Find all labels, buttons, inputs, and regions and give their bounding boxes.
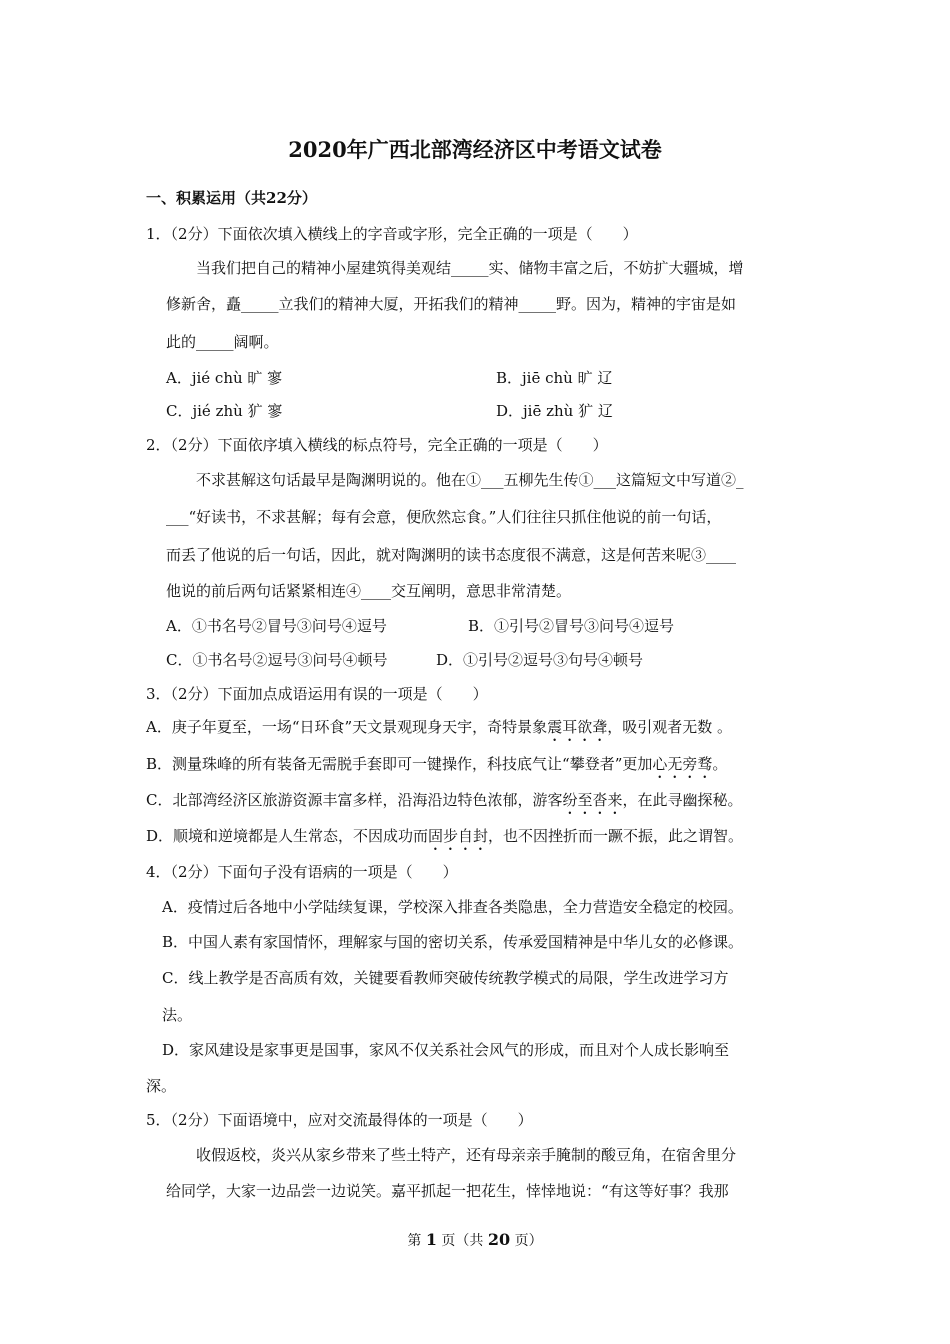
dotted-idiom: 固步自封 bbox=[428, 827, 489, 845]
option-text: ，吸引观者无数 。 bbox=[607, 718, 732, 736]
page-title: 2020年广西北部湾经济区中考语文试卷 bbox=[288, 137, 662, 162]
question-3-option-b[interactable] bbox=[146, 754, 727, 782]
page-footer bbox=[0, 1230, 950, 1251]
question-1-option-b[interactable]: B．jiē chù 旷 辽 bbox=[496, 369, 613, 387]
question-5-passage-line: 收假返校，炎兴从家乡带来了些土特产，还有母亲亲手腌制的酸豆角，在宿舍里分 bbox=[196, 1146, 737, 1164]
question-3-option-d[interactable] bbox=[146, 826, 743, 854]
question-4-option-d-continued: 深。 bbox=[146, 1077, 177, 1095]
question-3-option-a[interactable] bbox=[146, 717, 732, 745]
footer-text: 页） bbox=[510, 1233, 543, 1249]
option-text: D．顺境和逆境都是人生常态，不因成功而 bbox=[146, 827, 429, 845]
question-2-option-b[interactable]: B．①引号②冒号③问号④逗号 bbox=[468, 617, 675, 635]
option-text: 。 bbox=[712, 755, 728, 773]
total-pages: 20 bbox=[487, 1230, 511, 1249]
dotted-idiom: 纷至沓来 bbox=[562, 791, 623, 809]
question-3-option-c[interactable] bbox=[146, 790, 743, 818]
question-5-passage-line: 给同学，大家一边品尝一边说笑。嘉平抓起一把花生，悻悻地说：“有这等好事？我那 bbox=[166, 1182, 729, 1200]
option-text: ，在此寻幽探秘。 bbox=[622, 791, 743, 809]
question-5-stem: 5．（2分）下面语境中，应对交流最得体的一项是（ ） bbox=[146, 1111, 533, 1129]
footer-text: 第 bbox=[407, 1233, 426, 1249]
question-2-passage-line: 他说的前后两句话紧紧相连④____交互阐明，意思非常清楚。 bbox=[166, 582, 572, 600]
question-1-stem: 1．（2分）下面依次填入横线上的字音或字形，完全正确的一项是（ ） bbox=[146, 225, 638, 243]
question-2-passage-line: 而丢了他说的后一句话，因此，就对陶渊明的读书态度很不满意，这是何苦来呢③____ bbox=[166, 546, 737, 564]
question-4-option-c[interactable]: C．线上教学是否高质有效，关键要看教师突破传统教学模式的局限，学生改进学习方 bbox=[162, 969, 729, 987]
option-text: ，也不因挫折而一蹶不振，此之谓智。 bbox=[488, 827, 744, 845]
option-text: B．测量珠峰的所有装备无需脱手套即可一键操作，科技底气让“攀登者”更加 bbox=[146, 755, 653, 773]
question-4-option-d[interactable]: D．家风建设是家事更是国事，家风不仅关系社会风气的形成，而且对个人成长影响至 bbox=[162, 1041, 730, 1059]
question-1-option-d[interactable]: D．jiē zhù 犷 辽 bbox=[496, 402, 613, 420]
question-2-option-d[interactable]: D．①引号②逗号③句号④顿号 bbox=[436, 651, 644, 669]
dotted-idiom: 震耳欲聋 bbox=[547, 718, 608, 736]
dotted-idiom: 心无旁骛 bbox=[652, 755, 713, 773]
question-4-option-b[interactable]: B．中国人素有家国情怀，理解家与国的密切关系，传承爱国精神是中华儿女的必修课。 bbox=[162, 933, 744, 951]
page-number: 1 bbox=[425, 1230, 437, 1249]
question-2-stem: 2．（2分）下面依序填入横线的标点符号，完全正确的一项是（ ） bbox=[146, 436, 608, 454]
question-1-option-c[interactable]: C．jié zhù 犷 寥 bbox=[166, 402, 283, 420]
question-4-stem: 4．（2分）下面句子没有语病的一项是（ ） bbox=[146, 863, 458, 881]
question-4-option-c-continued: 法。 bbox=[162, 1006, 193, 1024]
question-1-passage-line: 修新舍，矗_____立我们的精神大厦，开拓我们的精神_____野。因为，精神的宇宙是如 bbox=[166, 295, 737, 313]
question-1-option-a[interactable]: A．jié chù 旷 寥 bbox=[166, 369, 283, 387]
option-text: C．北部湾经济区旅游资源丰富多样，沿海沿边特色浓郁，游客 bbox=[146, 791, 563, 809]
question-2-option-a[interactable]: A．①书名号②冒号③问号④逗号 bbox=[166, 617, 387, 635]
question-2-passage-line: ___“好读书，不求甚解；每有会意，便欣然忘食。”人们往往只抓住他说的前一句话， bbox=[166, 508, 722, 526]
option-text: A．庚子年夏至，一场“日环食”天文景观现身天宇，奇特景象 bbox=[146, 718, 548, 736]
question-3-stem: 3．（2分）下面加点成语运用有误的一项是（ ） bbox=[146, 685, 488, 703]
question-1-passage-line: 当我们把自己的精神小屋建筑得美观结_____实、储物丰富之后，不妨扩大疆城，增 bbox=[196, 259, 744, 277]
question-2-option-c[interactable]: C．①书名号②逗号③问号④顿号 bbox=[166, 651, 388, 669]
footer-text: 页（共 bbox=[436, 1233, 488, 1249]
question-4-option-a[interactable]: A．疫情过后各地中小学陆续复课，学校深入排查各类隐患，全力营造安全稳定的校园。 bbox=[162, 898, 743, 916]
question-1-passage-line: 此的_____阔啊。 bbox=[166, 333, 279, 351]
section-heading: 一、积累运用（共22分） bbox=[146, 189, 317, 207]
question-2-passage-line: 不求甚解这句话最早是陶渊明说的。他在①___五柳先生传①___这篇短文中写道②_ bbox=[196, 471, 744, 489]
